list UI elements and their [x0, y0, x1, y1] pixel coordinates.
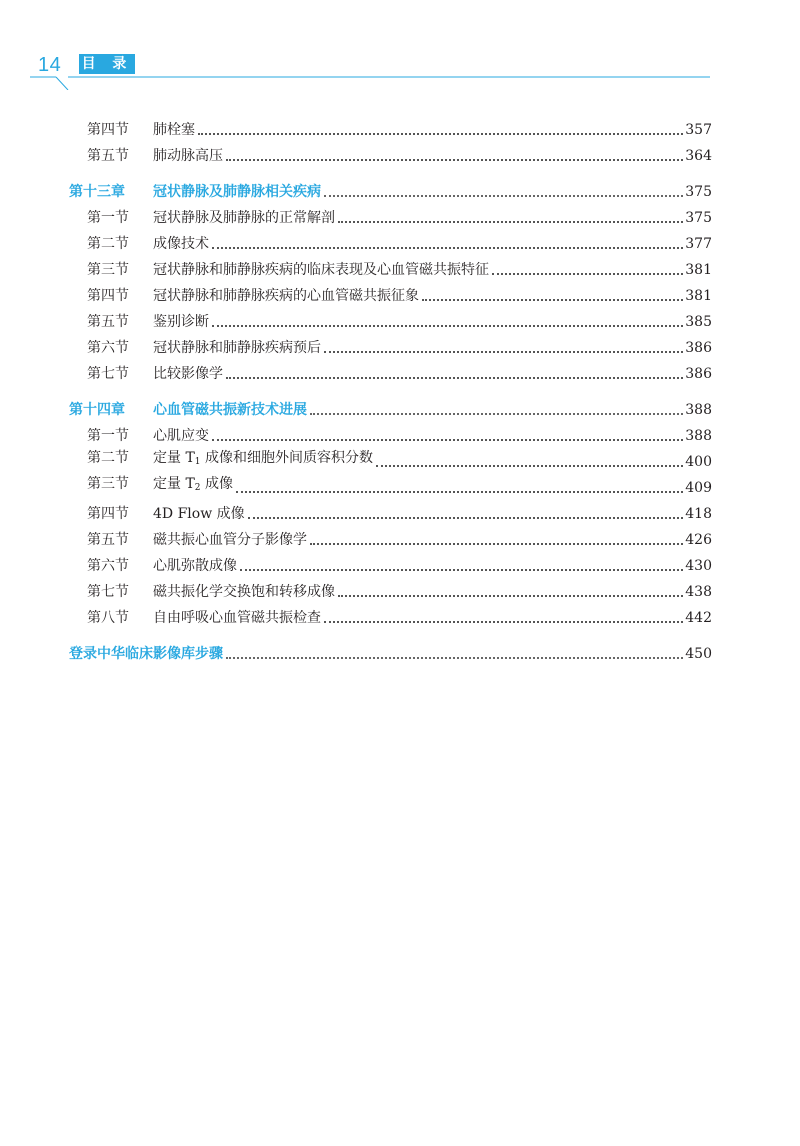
toc-entry[interactable] [69, 471, 712, 497]
dot-leader [212, 439, 683, 441]
page-header [0, 0, 800, 90]
section-title: 冠状静脉及肺静脉的正常解剖 [153, 210, 335, 226]
section-tab: 目 录 [79, 54, 135, 74]
toc-entry[interactable] [69, 419, 712, 445]
page-ref: 442 [685, 610, 712, 626]
section-number: 第三节 [87, 262, 129, 278]
chapter-number: 第十四章 [69, 402, 125, 418]
toc-entry[interactable] [69, 445, 712, 471]
dot-leader [248, 517, 684, 519]
dot-leader [236, 491, 683, 493]
toc-entry[interactable] [69, 575, 712, 601]
page-ref: 385 [685, 314, 712, 330]
section-number: 第七节 [87, 584, 129, 600]
page-ref: 386 [685, 340, 712, 356]
page-ref: 381 [685, 288, 712, 304]
section-number: 第五节 [87, 532, 129, 548]
toc-entry[interactable] [69, 497, 712, 523]
toc-entry[interactable] [69, 227, 712, 253]
chapter-title: 冠状静脉及肺静脉相关疾病 [153, 184, 321, 200]
toc-entry[interactable] [69, 331, 712, 357]
toc-entry[interactable] [69, 549, 712, 575]
page-ref: 409 [685, 480, 712, 496]
chapter-title: 心血管磁共振新技术进展 [153, 402, 307, 418]
page-ref: 418 [685, 506, 712, 522]
page-ref: 388 [685, 428, 712, 444]
section-number: 第二节 [87, 450, 129, 466]
toc-entry[interactable] [69, 139, 712, 165]
toc-entry[interactable] [69, 113, 712, 139]
dot-leader [198, 133, 683, 135]
page-ref: 357 [685, 122, 712, 138]
page-ref: 381 [685, 262, 712, 278]
dot-leader [226, 377, 683, 379]
page-ref: 377 [685, 236, 712, 252]
chapter-number: 第十三章 [69, 184, 125, 200]
header-rule [0, 0, 800, 90]
dot-leader [492, 273, 683, 275]
page-ref: 388 [685, 402, 712, 418]
section-title: 冠状静脉和肺静脉疾病的临床表现及心血管磁共振特征 [153, 262, 489, 278]
section-title: 磁共振化学交换饱和转移成像 [153, 584, 335, 600]
page-ref: 438 [685, 584, 712, 600]
dot-leader [376, 465, 683, 467]
section-title: 心肌应变 [153, 428, 209, 444]
section-title: 心肌弥散成像 [153, 558, 237, 574]
page-ref: 386 [685, 366, 712, 382]
section-number: 第三节 [87, 476, 129, 492]
dot-leader [226, 657, 683, 659]
dot-leader [338, 221, 683, 223]
section-number: 第五节 [87, 148, 129, 164]
toc-entry[interactable] [69, 357, 712, 383]
toc-entry[interactable] [69, 523, 712, 549]
toc-entry[interactable] [69, 201, 712, 227]
dot-leader [226, 159, 683, 161]
toc-entry[interactable] [69, 305, 712, 331]
toc-appendix[interactable] [69, 637, 712, 663]
dot-leader [310, 413, 683, 415]
page-ref: 400 [685, 454, 712, 470]
dot-leader [310, 543, 683, 545]
section-number: 第四节 [87, 506, 129, 522]
section-title: 定量 $T_2$ 成像 [153, 476, 233, 493]
section-title: 肺动脉高压 [153, 148, 223, 164]
section-number: 第七节 [87, 366, 129, 382]
section-number: 第四节 [87, 122, 129, 138]
page-ref: 430 [685, 558, 712, 574]
section-title: 比较影像学 [153, 366, 223, 382]
dot-leader [324, 195, 683, 197]
section-title: 定量 $T_1$ 成像和细胞外间质容积分数 [153, 450, 373, 467]
toc-chapter-14[interactable] [69, 393, 712, 419]
dot-leader [324, 351, 683, 353]
section-number: 第六节 [87, 340, 129, 356]
page-ref: 450 [685, 646, 712, 662]
table-of-contents [69, 113, 712, 663]
dot-leader [422, 299, 683, 301]
dot-leader [240, 569, 683, 571]
dot-leader [212, 247, 683, 249]
toc-chapter-13[interactable] [69, 175, 712, 201]
page-number: 14 [38, 54, 62, 76]
section-number: 第四节 [87, 288, 129, 304]
page-ref: 375 [685, 210, 712, 226]
section-title: 冠状静脉和肺静脉疾病的心血管磁共振征象 [153, 288, 419, 304]
section-number: 第一节 [87, 210, 129, 226]
page-ref: 426 [685, 532, 712, 548]
section-title: 冠状静脉和肺静脉疾病预后 [153, 340, 321, 356]
section-title: 4D Flow 成像 [153, 506, 245, 522]
toc-entry[interactable] [69, 279, 712, 305]
section-number: 第六节 [87, 558, 129, 574]
section-number: 第二节 [87, 236, 129, 252]
section-number: 第一节 [87, 428, 129, 444]
appendix-title: 登录中华临床影像库步骤 [69, 646, 223, 662]
page-ref: 364 [685, 148, 712, 164]
section-number: 第五节 [87, 314, 129, 330]
section-title: 磁共振心血管分子影像学 [153, 532, 307, 548]
dot-leader [324, 621, 683, 623]
section-title: 鉴别诊断 [153, 314, 209, 330]
section-title: 自由呼吸心血管磁共振检查 [153, 610, 321, 626]
dot-leader [212, 325, 683, 327]
toc-entry[interactable] [69, 253, 712, 279]
toc-entry[interactable] [69, 601, 712, 627]
page-ref: 375 [685, 184, 712, 200]
section-title: 肺栓塞 [153, 122, 195, 138]
section-title: 成像技术 [153, 236, 209, 252]
section-number: 第八节 [87, 610, 129, 626]
dot-leader [338, 595, 683, 597]
